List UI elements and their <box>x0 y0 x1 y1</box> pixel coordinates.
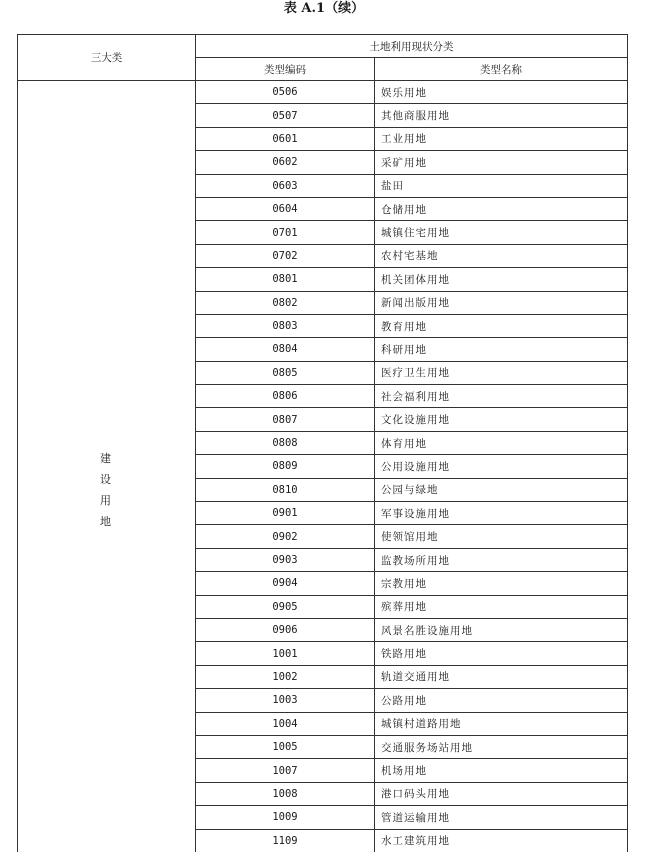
type-name-cell: 水工建筑用地 <box>375 829 628 852</box>
table-title: 表 A.1（续） <box>283 1 365 16</box>
type-name-cell: 机场用地 <box>375 759 628 782</box>
major-category-cell <box>18 81 196 852</box>
type-name-cell: 管道运输用地 <box>375 806 628 829</box>
type-code-cell: 0808 <box>196 431 375 454</box>
type-code-cell: 1005 <box>196 735 375 758</box>
type-code-cell: 0804 <box>196 338 375 361</box>
type-code-cell: 0603 <box>196 174 375 197</box>
type-name-cell: 娱乐用地 <box>375 81 628 104</box>
table-row <box>18 81 628 104</box>
type-name-cell: 工业用地 <box>375 127 628 150</box>
type-name-cell: 社会福利用地 <box>375 385 628 408</box>
type-code-cell: 0702 <box>196 244 375 267</box>
type-code-cell: 0902 <box>196 525 375 548</box>
type-code-cell: 0801 <box>196 268 375 291</box>
type-name-cell: 殡葬用地 <box>375 595 628 618</box>
header-type-code: 类型编码 <box>196 58 375 81</box>
type-code-cell: 1001 <box>196 642 375 665</box>
type-code-cell: 1003 <box>196 689 375 712</box>
type-code-cell: 1008 <box>196 782 375 805</box>
type-name-cell: 体育用地 <box>375 431 628 454</box>
type-code-cell: 0604 <box>196 197 375 220</box>
type-name-cell: 公用设施用地 <box>375 455 628 478</box>
type-code-cell: 0905 <box>196 595 375 618</box>
type-code-cell: 1009 <box>196 806 375 829</box>
type-code-cell: 0810 <box>196 478 375 501</box>
type-code-cell: 0806 <box>196 385 375 408</box>
table-body <box>18 81 628 852</box>
type-code-cell: 1004 <box>196 712 375 735</box>
type-code-cell: 0901 <box>196 502 375 525</box>
type-name-cell: 盐田 <box>375 174 628 197</box>
type-code-cell: 0506 <box>196 81 375 104</box>
type-code-cell: 1109 <box>196 829 375 852</box>
type-name-cell: 医疗卫生用地 <box>375 361 628 384</box>
header-type-name: 类型名称 <box>375 58 628 81</box>
type-code-cell: 0807 <box>196 408 375 431</box>
type-code-cell: 0602 <box>196 151 375 174</box>
type-name-cell: 铁路用地 <box>375 642 628 665</box>
type-name-cell: 监教场所用地 <box>375 548 628 571</box>
type-name-cell: 宗教用地 <box>375 572 628 595</box>
type-name-cell: 文化设施用地 <box>375 408 628 431</box>
type-name-cell: 公园与绿地 <box>375 478 628 501</box>
type-name-cell: 采矿用地 <box>375 151 628 174</box>
type-code-cell: 0906 <box>196 618 375 641</box>
type-code-cell: 0601 <box>196 127 375 150</box>
type-name-cell: 新闻出版用地 <box>375 291 628 314</box>
type-code-cell: 0701 <box>196 221 375 244</box>
type-name-cell: 仓储用地 <box>375 197 628 220</box>
type-name-cell: 其他商服用地 <box>375 104 628 127</box>
type-code-cell: 0507 <box>196 104 375 127</box>
major-category-label: 建设用地 <box>100 452 111 529</box>
type-name-cell: 科研用地 <box>375 338 628 361</box>
type-code-cell: 0903 <box>196 548 375 571</box>
type-name-cell: 农村宅基地 <box>375 244 628 267</box>
type-code-cell: 1007 <box>196 759 375 782</box>
land-use-table <box>17 34 628 852</box>
header-major-category: 三大类 <box>18 35 196 81</box>
type-code-cell: 0802 <box>196 291 375 314</box>
type-name-cell: 风景名胜设施用地 <box>375 618 628 641</box>
type-name-cell: 机关团体用地 <box>375 268 628 291</box>
type-name-cell: 港口码头用地 <box>375 782 628 805</box>
type-code-cell: 1002 <box>196 665 375 688</box>
type-code-cell: 0904 <box>196 572 375 595</box>
type-name-cell: 轨道交通用地 <box>375 665 628 688</box>
header-current-classification: 土地利用现状分类 <box>196 35 628 58</box>
type-name-cell: 军事设施用地 <box>375 502 628 525</box>
type-code-cell: 0809 <box>196 455 375 478</box>
type-code-cell: 0805 <box>196 361 375 384</box>
type-name-cell: 城镇住宅用地 <box>375 221 628 244</box>
type-code-cell: 0803 <box>196 314 375 337</box>
type-name-cell: 教育用地 <box>375 314 628 337</box>
type-name-cell: 城镇村道路用地 <box>375 712 628 735</box>
type-name-cell: 公路用地 <box>375 689 628 712</box>
type-name-cell: 交通服务场站用地 <box>375 735 628 758</box>
type-name-cell: 使领馆用地 <box>375 525 628 548</box>
